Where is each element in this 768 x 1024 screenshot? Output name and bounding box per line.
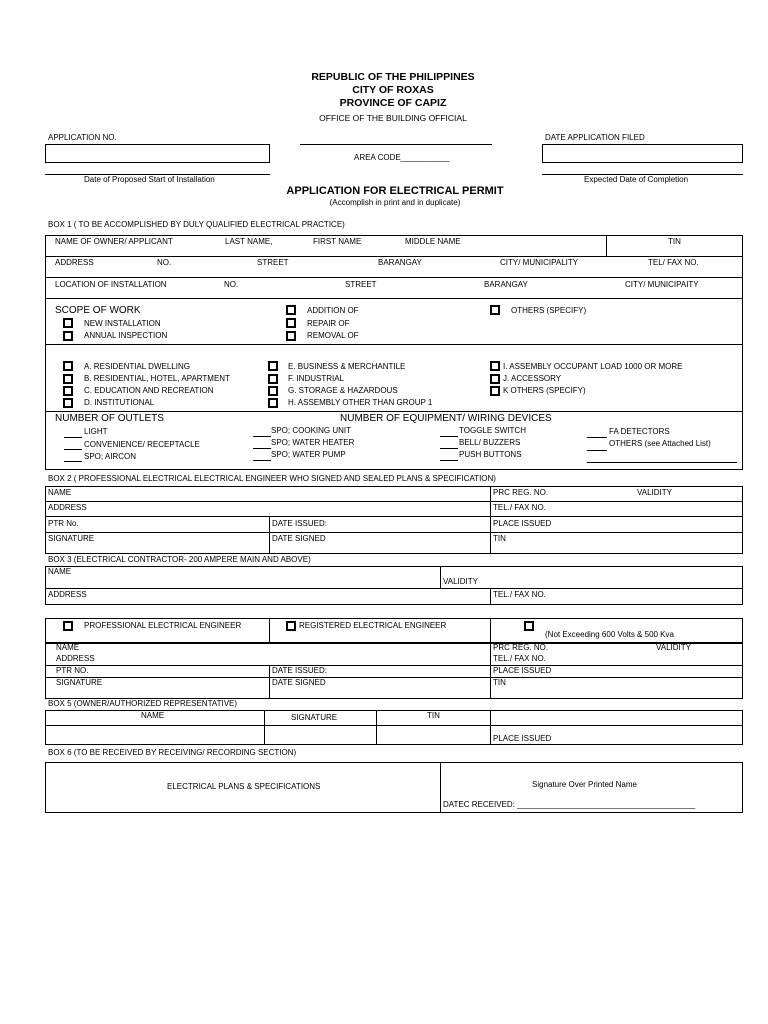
scope-title: SCOPE OF WORK: [55, 305, 141, 316]
outlets-title: NUMBER OF OUTLETS: [55, 413, 164, 424]
occ-c-label: C. EDUCATION AND RECREATION: [84, 386, 214, 395]
box4-name-label: NAME: [56, 643, 80, 652]
occ-g-checkbox[interactable]: [268, 386, 278, 396]
header-province: PROVINCE OF CAPIZ: [339, 97, 447, 109]
pump-count-field[interactable]: [253, 460, 271, 461]
fa-count-field[interactable]: [587, 437, 607, 438]
address-tel-label: TEL/ FAX NO.: [648, 258, 699, 267]
box1-row-divider: [45, 344, 743, 345]
start-date-label: Date of Proposed Start of Installation: [84, 175, 215, 184]
box4-row-divider: [45, 677, 743, 678]
occ-d-checkbox[interactable]: [63, 398, 73, 408]
box2-col-divider: [490, 486, 491, 554]
form-subtitle: (Accomplish in print and in duplicate): [329, 198, 461, 207]
others-count-field[interactable]: [587, 450, 607, 451]
completion-date-label: Expected Date of Completion: [584, 175, 689, 184]
box4-choice-divider: [490, 618, 491, 643]
box5-row-divider: [45, 725, 743, 726]
box2-name-label: NAME: [48, 488, 72, 497]
area-code: AREA CODE___________: [354, 153, 450, 162]
box1-row-divider: [45, 298, 743, 299]
box2-tel-label: TEL./ FAX NO.: [493, 503, 546, 512]
fa-label: FA DETECTORS: [609, 427, 670, 436]
box1-row-divider: [45, 411, 743, 412]
middle-name-label: MIDDLE NAME: [405, 237, 461, 246]
box2-row-divider: [45, 532, 743, 533]
bell-label: BELL/ BUZZERS: [459, 438, 521, 447]
box5-col-divider: [490, 710, 491, 745]
scope-others-label: OTHERS (SPECIFY): [511, 306, 587, 315]
box3-title: BOX 3 (ELECTRICAL CONTRACTOR- 200 AMPERE MAIN AND ABOVE): [48, 555, 311, 564]
box2-signature-label: SIGNATURE: [48, 534, 95, 543]
others-list-label: OTHERS (see Attached List): [609, 439, 711, 448]
occ-e-checkbox[interactable]: [268, 361, 278, 371]
push-count-field[interactable]: [440, 460, 458, 461]
box2-ptr-label: PTR No.: [48, 519, 79, 528]
aircon-count-field[interactable]: [64, 461, 82, 462]
pump-label: SPO; WATER PUMP: [271, 450, 346, 459]
header-office: OFFICE OF THE BUILDING OFFICIAL: [319, 113, 467, 123]
box3-validity-label: VALIDITY: [443, 577, 478, 586]
occ-h-checkbox[interactable]: [268, 398, 278, 408]
pee-checkbox[interactable]: [63, 621, 73, 631]
occ-k-label: K OTHERS (SPECIFY): [503, 386, 586, 395]
occ-i-label: I. ASSEMBLY OCCUPANT LOAD 1000 OR MORE: [503, 362, 683, 371]
box4-choice-divider: [269, 618, 270, 643]
header-city: CITY OF ROXAS: [352, 84, 434, 96]
occ-b-label: B. RESIDENTIAL, HOTEL, APARTMENT: [84, 374, 230, 383]
occ-a-label: A. RESIDENTIAL DWELLING: [84, 362, 190, 371]
box5-title: BOX 5 (OWNER/AUTHORIZED REPRESENTATIVE): [48, 699, 238, 708]
occ-f-checkbox[interactable]: [268, 374, 278, 384]
scope-new-label: NEW INSTALLATION: [84, 319, 161, 328]
box4-tin-label: TIN: [493, 678, 506, 687]
box4-ptr-label: PTR NO.: [56, 666, 89, 675]
location-street-label: STREET: [345, 280, 377, 289]
occ-b-checkbox[interactable]: [63, 374, 73, 384]
toggle-label: TOGGLE SWITCH: [459, 426, 526, 435]
address-street-label: STREET: [257, 258, 289, 267]
box5-name-label: NAME: [141, 711, 165, 720]
scope-new-checkbox[interactable]: [63, 318, 73, 328]
box5-col-divider: [376, 710, 377, 745]
box2-address-label: ADDRESS: [48, 503, 87, 512]
convenience-label: CONVENIENCE/ RECEPTACLE: [84, 440, 200, 449]
location-barangay-label: BARANGAY: [484, 280, 528, 289]
pee-label: PROFESSIONAL ELECTRICAL ENGINEER: [84, 621, 242, 630]
box4-col-divider: [490, 643, 491, 699]
owner-label: NAME OF OWNER/ APPLICANT: [55, 237, 173, 246]
scope-removal-label: REMOVAL OF: [307, 331, 359, 340]
heater-label: SPO; WATER HEATER: [271, 438, 355, 447]
address-barangay-label: BARANGAY: [378, 258, 422, 267]
scope-repair-checkbox[interactable]: [286, 318, 296, 328]
occ-h-label: H. ASSEMBLY OTHER THAN GROUP 1: [288, 398, 433, 407]
box5-tin-label: TIN: [427, 711, 440, 720]
address-no-label: NO.: [157, 258, 172, 267]
push-label: PUSH BUTTONS: [459, 450, 522, 459]
light-label: LIGHT: [84, 427, 108, 436]
box2-col-divider: [269, 516, 270, 554]
tin-divider: [606, 235, 607, 256]
occ-a-checkbox[interactable]: [63, 361, 73, 371]
owner-tin-label: TIN: [668, 237, 681, 246]
box3-name-label: NAME: [48, 567, 72, 576]
box4-date-signed-label: DATE SIGNED: [272, 678, 326, 687]
plans-label: ELECTRICAL PLANS & SPECIFICATIONS: [167, 782, 321, 791]
light-count-field[interactable]: [64, 437, 82, 438]
location-no-label: NO.: [224, 280, 239, 289]
box4-place-issued-label: PLACE ISSUED: [493, 666, 552, 675]
scope-annual-checkbox[interactable]: [63, 331, 73, 341]
bell-count-field[interactable]: [440, 448, 458, 449]
box3-col-divider: [490, 588, 491, 605]
occ-j-label: J. ACCESSORY: [503, 374, 562, 383]
scope-repair-label: REPAIR OF: [307, 319, 350, 328]
convenience-count-field[interactable]: [64, 449, 82, 450]
ree-checkbox[interactable]: [286, 621, 296, 631]
cooking-count-field[interactable]: [253, 436, 271, 437]
cooking-label: SPO; COOKING UNIT: [271, 426, 352, 435]
occ-g-label: G. STORAGE & HAZARDOUS: [288, 386, 398, 395]
aircon-label: SPO; AIRCON: [84, 452, 137, 461]
box4-signature-label: SIGNATURE: [56, 678, 103, 687]
address-city-label: CITY/ MUNICIPALITY: [500, 258, 579, 267]
scope-removal-checkbox[interactable]: [286, 331, 296, 341]
box5-signature-label: SIGNATURE: [291, 713, 338, 722]
box2-prc-label: PRC REG. NO.: [493, 488, 549, 497]
header-republic: REPUBLIC OF THE PHILIPPINES: [311, 71, 475, 83]
heater-count-field[interactable]: [253, 448, 271, 449]
box5-place-issued-label: PLACE ISSUED: [493, 734, 552, 743]
location-city-label: CITY/ MUNICIPAITY: [625, 280, 699, 289]
box1-title: BOX 1 ( TO BE ACCOMPLISHED BY DULY QUALIFIED ELECTRICAL PRACTICE): [48, 220, 345, 229]
application-no-field[interactable]: [45, 144, 270, 163]
scope-others-checkbox[interactable]: [490, 305, 500, 315]
box2-row-divider: [45, 516, 743, 517]
ree-label: REGISTERED ELECTRICAL ENGINEER: [299, 621, 447, 630]
scope-addition-label: ADDITION OF: [307, 306, 359, 315]
box2-date-issued-label: DATE ISSUED:: [272, 519, 327, 528]
box2-row-divider: [45, 501, 743, 502]
occ-k-checkbox[interactable]: [490, 386, 500, 396]
box4-row-divider: [45, 665, 743, 666]
box3-frame: [45, 566, 743, 605]
box3-col-divider: [440, 566, 441, 588]
scope-addition-checkbox[interactable]: [286, 305, 296, 315]
occ-f-label: F. INDUSTRIAL: [288, 374, 345, 383]
box6-col-divider: [440, 762, 441, 813]
occ-c-checkbox[interactable]: [63, 386, 73, 396]
box3-tel-label: TEL./ FAX NO.: [493, 590, 546, 599]
center-line: [300, 144, 492, 145]
occ-e-label: E. BUSINESS & MERCHANTILE: [288, 362, 406, 371]
date-filed-field[interactable]: [542, 144, 743, 163]
box4-address-label: ADDRESS: [56, 654, 95, 663]
box4-validity-label: VALIDITY: [656, 643, 691, 652]
application-no-label: APPLICATION NO.: [48, 133, 117, 142]
box1-row-divider: [45, 256, 743, 257]
scope-annual-label: ANNUAL INSPECTION: [84, 331, 168, 340]
toggle-count-field[interactable]: [440, 436, 458, 437]
rme-checkbox[interactable]: [524, 621, 534, 631]
box2-date-signed-label: DATE SIGNED: [272, 534, 326, 543]
not-exceeding-label: (Not Exceeding 600 Volts & 500 Kva: [545, 630, 674, 639]
form-title: APPLICATION FOR ELECTRICAL PERMIT: [286, 185, 504, 197]
occ-d-label: D. INSTITUTIONAL: [84, 398, 155, 407]
address-label: ADDRESS: [55, 258, 94, 267]
box4-date-issued-label: DATE ISSUED:: [272, 666, 327, 675]
box2-place-issued-label: PLACE ISSUED: [493, 519, 552, 528]
equipment-title: NUMBER OF EQUIPMENT/ WIRING DEVICES: [340, 413, 552, 424]
box3-row-divider: [45, 588, 743, 589]
location-label: LOCATION OF INSTALLATION: [55, 280, 167, 289]
box1-row-divider: [45, 277, 743, 278]
box2-validity-label: VALIDITY: [637, 488, 672, 497]
last-name-label: LAST NAME,: [225, 237, 273, 246]
box2-title: BOX 2 ( PROFESSIONAL ELECTRICAL ELECTRICAL ENGINEER WHO SIGNED AND SEALED PLANS & SPECIFICATION): [48, 474, 496, 483]
box4-col-divider: [269, 665, 270, 699]
box5-col-divider: [264, 710, 265, 745]
box4-tel-label: TEL./ FAX NO.: [493, 654, 546, 663]
box4-details-frame: [45, 643, 743, 699]
first-name-label: FIRST NAME: [313, 237, 362, 246]
box3-address-label: ADDRESS: [48, 590, 87, 599]
box4-prc-label: PRC REG. NO.: [493, 643, 549, 652]
occ-i-checkbox[interactable]: [490, 361, 500, 371]
date-received-label[interactable]: DATEC RECEIVED: ________________________________________: [443, 800, 696, 809]
sig-printed-label: Signature Over Printed Name: [532, 780, 637, 789]
occ-j-checkbox[interactable]: [490, 374, 500, 384]
box6-title: BOX 6 (TO BE RECEIVED BY RECEIVING/ RECORDING SECTION): [48, 748, 297, 757]
others-list-field[interactable]: [587, 462, 737, 463]
box2-tin-label: TIN: [493, 534, 506, 543]
date-filed-label: DATE APPLICATION FILED: [545, 133, 645, 142]
